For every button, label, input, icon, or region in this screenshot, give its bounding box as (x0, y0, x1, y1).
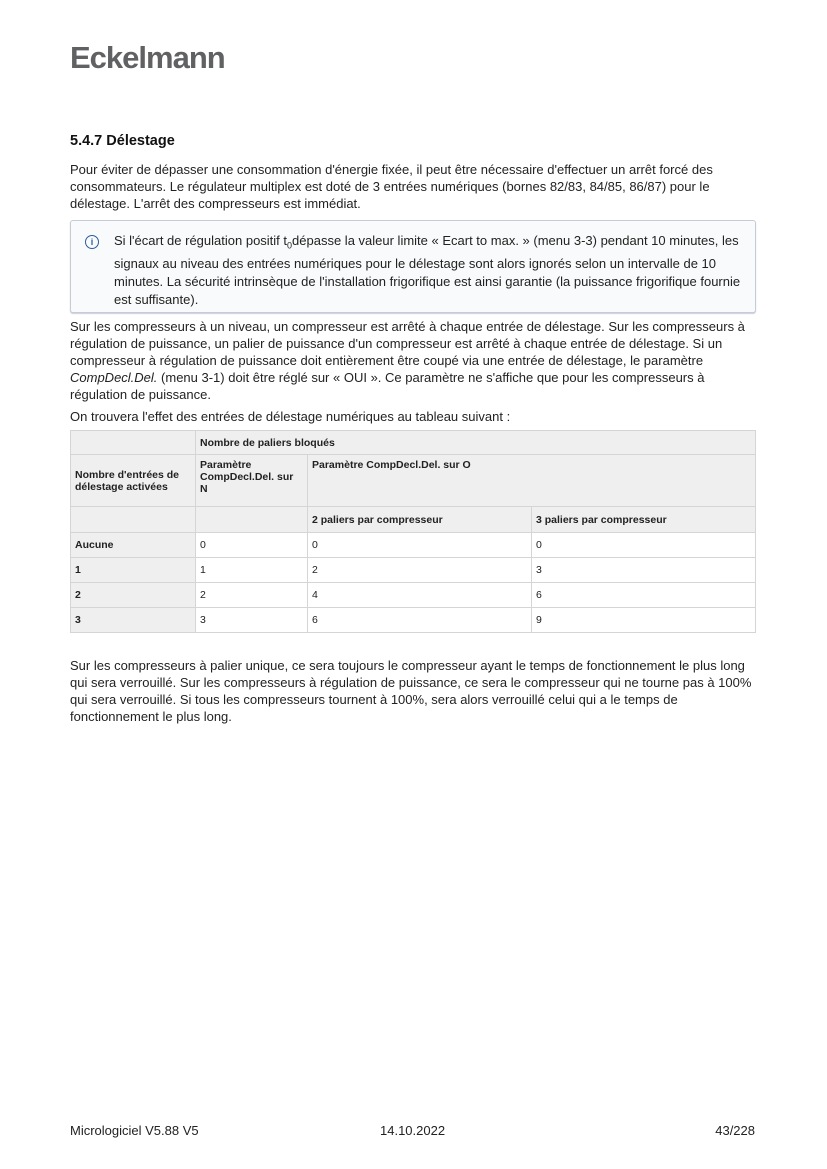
footer-page-number: 43/228 (715, 1123, 755, 1138)
table-cell: 6 (308, 608, 532, 633)
table-row (71, 558, 756, 583)
table-cell: 4 (308, 583, 532, 608)
table-row (71, 533, 756, 558)
header-cell: Paramètre CompDecl.Del. sur N (196, 455, 308, 507)
section-heading: 5.4.7 Délestage (70, 133, 175, 149)
intro-paragraph: Pour éviter de dépasser une consommation d'énergie fixée, il peut être nécessaire d'effectuer un arrêt forcé des consommateurs. Le régulateur multiplex est doté de 3 entrées numériques (bornes 82/83, 84/85, 86/87) pour le délestage. L'arrêt des compresseurs est immédiat. (70, 162, 713, 211)
table-row (71, 583, 756, 608)
table-cell: 0 (196, 533, 308, 558)
table-cell: 1 (196, 558, 308, 583)
table-cell (71, 431, 196, 455)
load-shedding-table (70, 430, 756, 633)
table-cell: 2 (308, 558, 532, 583)
eckelmann-logo: Eckelmann (70, 40, 225, 75)
table-intro: On trouvera l'effet des entrées de délestage numériques au tableau suivant : (70, 409, 511, 424)
table-cell: 9 (532, 608, 756, 633)
header-cell: Nombre d'entrées de délestage activées (71, 455, 196, 507)
table-cell: 3 (532, 558, 756, 583)
table-row (71, 608, 756, 633)
table-cell: 2 (71, 583, 196, 608)
header-cell: Nombre de paliers bloqués (196, 431, 756, 455)
note-text: Si l'écart de régulation positif $t_0dépasse$ la valeur limite « Ecart to max. » (menu 3-3) pendant 10 minutes, les signaux au niveau des entrées numériques pour le délestage sont alors ignorés selon un intervalle de 10 minutes. La sécurité intrinsèque de l'installation frigorifique est ainsi garantie (la puissance frigorifique fournie est suffisante). (114, 233, 741, 307)
table-cell: 2 (196, 583, 308, 608)
closing-paragraph: Sur les compresseurs à palier unique, ce sera toujours le compresseur ayant le temps de fonctionnement le plus long qui sera verrouillé. Sur les compresseurs à régulation de puissance, ce sera le compresseur qui ne tourne pas à 100% qui sera verrouillé. Si tous les compresseurs tournent à 100%, sera alors verrouillé celui qui a le temps de fonctionnement le plus long. (70, 658, 752, 724)
table-cell: 0 (308, 533, 532, 558)
header-cell: 3 paliers par compresseur (532, 507, 756, 533)
info-note (70, 220, 756, 313)
table-cell: 0 (532, 533, 756, 558)
footer-date: 14.10.2022 (380, 1123, 446, 1138)
table-cell: 3 (71, 608, 196, 633)
footer-version: Micrologiciel V5.88 V5 (70, 1123, 199, 1138)
info-icon: i (85, 235, 99, 249)
table-cell: 1 (71, 558, 196, 583)
header-cell: Paramètre CompDecl.Del. sur O (308, 455, 756, 507)
table-cell: 3 (196, 608, 308, 633)
header-cell: 2 paliers par compresseur (308, 507, 532, 533)
compressor-paragraph: Sur les compresseurs à un niveau, un compresseur est arrêté à chaque entrée de délestage. Sur les compresseurs à régulation de puissance, un palier de puissance d'un compresseur est arrêté à chaque entrée de délestage. Si un compresseur à régulation de puissance doit entièrement être coupé via une entrée de délestage, le paramètre CompDecl.Del. (menu 3-1) doit être réglé sur « OUI ». Ce paramètre ne s'affiche que pour les compresseurs à régulation de puissance. (70, 319, 745, 402)
table-cell: Aucune (71, 533, 196, 558)
table-cell (71, 507, 196, 533)
table-cell (196, 507, 308, 533)
table-cell: 6 (532, 583, 756, 608)
